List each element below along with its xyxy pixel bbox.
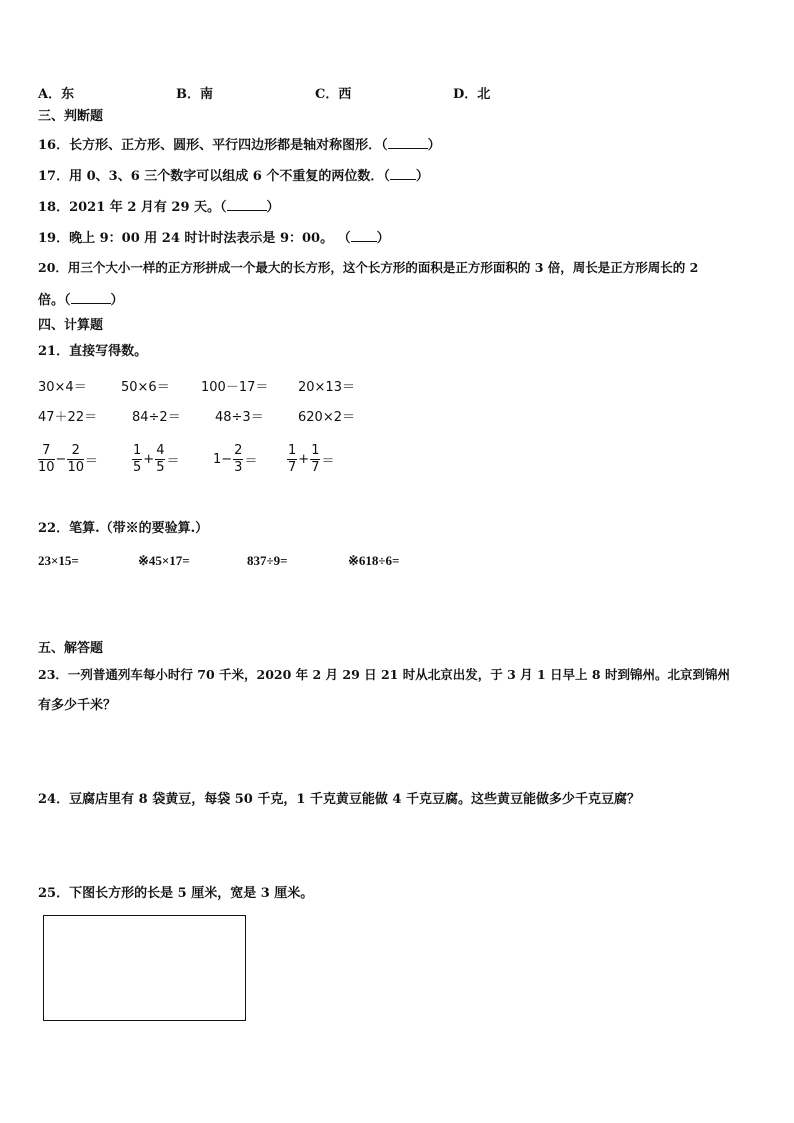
calc-row1-item2: 50×6＝ <box>121 380 170 395</box>
fraction-4-5: $\frac{4}{5}$ <box>156 443 165 475</box>
q18-close: ） <box>266 200 280 215</box>
q20-close: ） <box>110 293 124 308</box>
fraction-expr-4: $\frac{1}{7}$ + $\frac{1}{7}$ ＝ <box>288 443 335 475</box>
written-calc-4: ※618÷6= <box>348 553 400 568</box>
q19-close: ） <box>376 231 390 246</box>
calc-row2-item2: 84÷2＝ <box>132 410 181 425</box>
option-b: B．南 <box>176 87 213 102</box>
calc-row2-item3: 48÷3＝ <box>215 410 264 425</box>
question-24: 24．豆腐店里有 8 袋黄豆，每袋 50 千克，1 千克黄豆能做 4 千克豆腐。这些黄豆能做多少千克豆腐？ <box>38 792 640 807</box>
question-21-title: 21．直接写得数。 <box>38 344 148 359</box>
fraction-expr-3: 1− $\frac{2}{3}$ ＝ <box>213 443 258 475</box>
fraction-1-5: $\frac{1}{5}$ <box>133 443 142 475</box>
q19-text: 19．晚上 9：00 用 24 时计时法表示是 9：00。 （ <box>38 231 351 246</box>
written-calc-2: ※45×17= <box>138 553 190 568</box>
question-23-line2: 有多少千米？ <box>38 698 117 713</box>
fraction-1-7-b: $\frac{1}{7}$ <box>311 443 320 475</box>
q16-answer-blank[interactable] <box>388 136 428 149</box>
fraction-expr-1: $\frac{7}{10}$ − $\frac{2}{10}$ ＝ <box>38 443 99 475</box>
question-20-line1: 20．用三个大小一样的正方形拼成一个最大的长方形，这个长方形的面积是正方形面积的 3 倍，周长是正方形周长的 2 <box>38 260 699 275</box>
fraction-1-7-a: $\frac{1}{7}$ <box>288 443 297 475</box>
q17-answer-blank[interactable] <box>390 167 416 180</box>
section3-heading: 三、判断题 <box>38 109 104 124</box>
calc-row1-item3: 100－17＝ <box>201 380 269 395</box>
q20-answer-blank[interactable] <box>71 291 111 304</box>
option-d: D．北 <box>453 87 491 102</box>
q19-answer-blank[interactable] <box>351 229 377 242</box>
written-calc-1: 23×15= <box>38 553 79 568</box>
question-19 <box>38 229 390 247</box>
question-18 <box>38 198 280 216</box>
written-calc-3: 837÷9= <box>247 553 288 568</box>
fraction-7-10: $\frac{7}{10}$ <box>38 443 55 475</box>
q16-text: 16．长方形、正方形、圆形、平行四边形都是轴对称图形．（ <box>38 138 388 153</box>
option-a: A．东 <box>38 87 75 102</box>
fraction-2-3: $\frac{2}{3}$ <box>234 443 243 475</box>
q18-text: 18．2021 年 2 月有 29 天。（ <box>38 200 227 215</box>
calc-row1-item1: 30×4＝ <box>38 380 87 395</box>
fraction-expr-2: $\frac{1}{5}$ + $\frac{4}{5}$ ＝ <box>133 443 180 475</box>
question-25: 25．下图长方形的长是 5 厘米，宽是 3 厘米。 <box>38 886 314 901</box>
calc-row2-item4: 620×2＝ <box>298 410 355 425</box>
rectangle-figure <box>43 915 246 1021</box>
q16-close: ） <box>427 138 441 153</box>
question-23-line1: 23．一列普通列车每小时行 70 千米，2020 年 2 月 29 日 21 时从北京出发，于 3 月 1 日早上 8 时到锦州。北京到锦州 <box>38 667 730 682</box>
question-22-title: 22．笔算.（带※的要验算.） <box>38 521 209 536</box>
calc-row1-item4: 20×13＝ <box>298 380 355 395</box>
section4-heading: 四、计算题 <box>38 318 104 333</box>
question-17 <box>38 167 429 185</box>
q17-text: 17．用 0、3、6 三个数字可以组成 6 个不重复的两位数．（ <box>38 169 390 184</box>
option-c: C．西 <box>315 87 352 102</box>
question-16 <box>38 136 441 154</box>
q17-close: ） <box>415 169 429 184</box>
q20-text: 倍。（ <box>38 293 71 308</box>
fraction-2-10: $\frac{2}{10}$ <box>67 443 84 475</box>
q18-answer-blank[interactable] <box>227 198 267 211</box>
question-20-line2 <box>38 291 124 309</box>
section5-heading: 五、解答题 <box>38 641 104 656</box>
calc-row2-item1: 47＋22＝ <box>38 410 98 425</box>
